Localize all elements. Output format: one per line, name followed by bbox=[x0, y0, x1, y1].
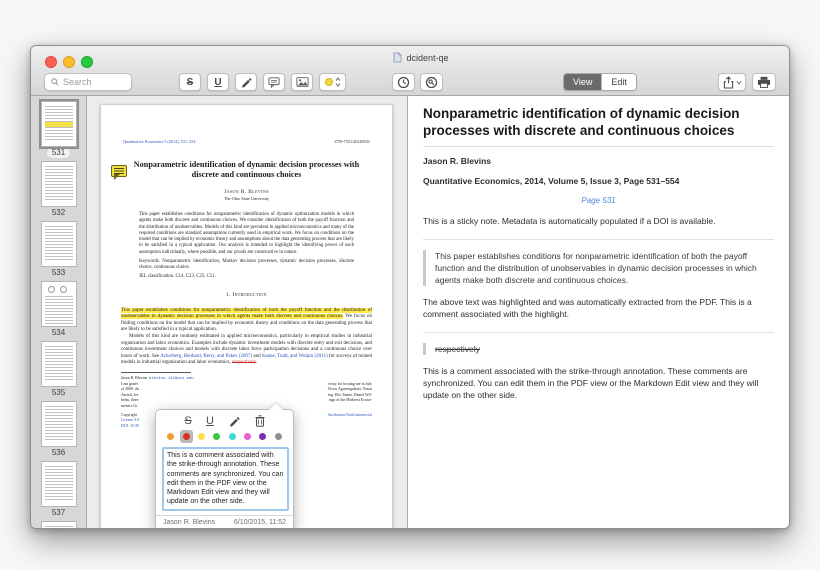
page-thumbnail-534[interactable] bbox=[31, 281, 86, 341]
copyright-line: License 3.0 bbox=[121, 418, 139, 423]
document-proxy-icon bbox=[393, 52, 402, 63]
conjunction: and bbox=[252, 353, 262, 359]
markdown-reference: Quantitative Economics, 2014, Volume 5, Issue 3, Page 531–554 bbox=[423, 176, 680, 186]
color-swatch-orange[interactable] bbox=[164, 430, 177, 443]
annotation-color-picker[interactable] bbox=[319, 73, 346, 91]
window-title bbox=[341, 52, 501, 63]
thumbnail-image[interactable] bbox=[41, 221, 77, 267]
popup-underline-button[interactable]: U bbox=[206, 415, 214, 427]
page-thumbnail-533[interactable] bbox=[31, 221, 86, 281]
page-thumbnail-531[interactable] bbox=[31, 101, 86, 161]
paper-affiliation: The Ohio State University bbox=[223, 196, 270, 201]
thumbnail-image[interactable] bbox=[41, 341, 77, 387]
color-swatch-cyan[interactable] bbox=[226, 430, 239, 443]
page-thumbnail-537[interactable] bbox=[31, 461, 86, 521]
page-number-label: 537 bbox=[51, 508, 66, 517]
page-number-label: 536 bbox=[51, 448, 66, 457]
paper-author: Jason R. Blevins bbox=[224, 189, 269, 195]
email-link[interactable]: blevins.141@osu.edu bbox=[149, 375, 194, 381]
strikethrough-quote bbox=[423, 343, 774, 355]
share-icon bbox=[723, 76, 734, 89]
popup-pen-button[interactable] bbox=[228, 415, 240, 427]
thumbnail-image[interactable] bbox=[41, 281, 77, 327]
markdown-author: Jason R. Blevins bbox=[423, 156, 492, 166]
comment-author: Jason R. Blevins bbox=[163, 519, 216, 526]
page-number-label: 531 bbox=[47, 148, 70, 158]
color-swatch-yellow[interactable] bbox=[195, 430, 208, 443]
paragraph-2-start: Models of this kind are routinely estimated in applied microeconomics, particularly in empirical studies in industrial organization and labor economics. Examples include dynamic investment models with discrete entry and exit decisions, and continuous investment choices and models with discrete labor force participation decisions and a continuous choice over hours of work. See bbox=[121, 334, 372, 359]
page-number-label: 532 bbox=[51, 208, 66, 217]
highlight-quote: This paper establishes conditions for nonparametric identification of both the payoff function and the distribution of unobservables in dynamic decision processes in which agents make both discrete and continuous choices. bbox=[423, 250, 774, 286]
color-swatch-purple[interactable] bbox=[256, 430, 269, 443]
print-button[interactable] bbox=[752, 73, 776, 91]
paper-abstract: This paper establishes conditions for nonparametric identification of dynamic optimization models in which agents make both discrete and continuous choices. We consider identification of both the payoff function and the distribution of unobservables. Models of this kind are prevalent in applied microeconomics and many of the required conditions are standard assumptions currently used in empirical work. We focus on conditions on the model that can be implied by economic theory and assumptions about the data generating process that are likely to be satisfied in a typical application. Our analysis is intended to highlight the identifying power of each assumption individually, where possible, and our proofs are constructive in nature. bbox=[139, 212, 354, 255]
page-number-label: 535 bbox=[51, 388, 66, 397]
sticky-note-text: This is a sticky note. Metadata is automatically populated if a DOI is available. bbox=[423, 216, 716, 226]
footnote-line: helm, three ings of the Midwest Econo- bbox=[121, 398, 372, 403]
markdown-preview-panel[interactable] bbox=[408, 96, 789, 529]
page-number-label: 533 bbox=[51, 268, 66, 277]
paragraph-1 bbox=[121, 308, 372, 334]
popup-delete-button[interactable] bbox=[255, 415, 265, 427]
paragraph-2 bbox=[121, 334, 372, 367]
thumbnail-sidebar[interactable] bbox=[31, 96, 87, 529]
sticky-note-icon[interactable] bbox=[111, 165, 127, 177]
citation-link-2[interactable]: Keane, Todd, and Wolpin (2011) bbox=[261, 353, 328, 359]
color-swatch-row bbox=[156, 429, 293, 444]
section-heading: 1. Introduction bbox=[226, 291, 267, 298]
thumbnail-image[interactable] bbox=[41, 401, 77, 447]
footnote-line: of 2008, du Victor Aguirregabiria, Yaron bbox=[121, 387, 372, 392]
paragraph-1-rest: We focus on finding conditions on the model that can be implied by economic theory and conditions on the data generating process that are likely to be satisfied in a typical application. bbox=[121, 314, 372, 333]
divider bbox=[423, 332, 774, 333]
footnote-separator bbox=[121, 372, 191, 373]
underline-tool-button[interactable] bbox=[207, 73, 229, 91]
thumbnail-image[interactable] bbox=[41, 521, 77, 529]
footnote-contact bbox=[121, 375, 372, 382]
paper-jel: JEL classification. C14, C23, C25, C51. bbox=[139, 273, 216, 279]
annotation-comment-popup[interactable] bbox=[155, 409, 294, 529]
markdown-title: Nonparametric identification of dynamic decision processes with discrete and continuous choices bbox=[423, 105, 774, 147]
chevron-down-icon bbox=[736, 80, 742, 85]
thumbnail-image[interactable] bbox=[41, 461, 77, 507]
color-swatch-red-selected[interactable] bbox=[180, 430, 193, 443]
highlight-pen-button[interactable] bbox=[235, 73, 257, 91]
pen-icon bbox=[240, 76, 252, 88]
journal-reference-link[interactable]: Quantitative Economics 5 (2014), 531–554 bbox=[123, 139, 196, 144]
highlight-comment: The above text was highlighted and was automatically extracted from the PDF. This is a comment associated with the highlight. bbox=[423, 297, 752, 319]
comment-text-input[interactable] bbox=[162, 447, 289, 511]
page-thumbnail-partial[interactable] bbox=[31, 521, 86, 529]
search-placeholder: Search bbox=[63, 77, 92, 87]
minimize-window-button[interactable] bbox=[63, 56, 75, 68]
current-color-swatch bbox=[325, 78, 333, 86]
pen-icon bbox=[228, 415, 240, 427]
titlebar[interactable] bbox=[31, 46, 789, 96]
content-area bbox=[31, 96, 789, 529]
issn-text: 1759-7331/20140531 bbox=[333, 139, 370, 144]
page-number-label: 534 bbox=[51, 328, 66, 337]
comment-timestamp: 6/10/2015, 11:52 bbox=[233, 519, 286, 526]
note-tool-button[interactable] bbox=[263, 73, 285, 91]
color-swatch-gray[interactable] bbox=[272, 430, 285, 443]
footnote-line: Azrieli, Jer ing, Elie Tamer, Daniel Wil- bbox=[121, 392, 372, 397]
strikethrough-tool-button[interactable] bbox=[179, 73, 201, 91]
magnifier-circle-icon bbox=[425, 76, 438, 89]
color-swatch-magenta[interactable] bbox=[241, 430, 254, 443]
window-title-text: dcident-qe bbox=[406, 52, 449, 63]
divider bbox=[423, 239, 774, 240]
share-button[interactable] bbox=[718, 73, 746, 91]
underline-icon: U bbox=[214, 76, 222, 88]
page-thumbnail-535[interactable] bbox=[31, 341, 86, 401]
thumbnail-image[interactable] bbox=[41, 161, 77, 207]
paper-keywords: Keywords. Nonparametric identification, Markov decision processes, dynamic decision processes, discrete choice, continuous choice. bbox=[139, 259, 354, 271]
highlight-annotation[interactable]: This paper establishes conditions for nonparametric identification of both the payoff function and the distribution of unobservables in dynamic decision processes in which agents make both discrete and continuous choices. bbox=[121, 307, 372, 320]
sentence-end: . bbox=[255, 360, 258, 366]
view-tab[interactable]: View bbox=[564, 74, 601, 90]
clock-icon bbox=[397, 76, 410, 89]
paper-title: Nonparametric identification of dynamic decision processes with discrete and continuous choices bbox=[133, 160, 360, 179]
magnify-button[interactable] bbox=[420, 73, 443, 91]
page-thumbnail-532[interactable] bbox=[31, 161, 86, 221]
app-window bbox=[30, 45, 790, 529]
copyright-line: Copyright Attribution-NonCommercial bbox=[121, 412, 372, 417]
popup-strikethrough-button[interactable]: S bbox=[184, 415, 192, 427]
thumbnail-image[interactable] bbox=[41, 101, 77, 147]
page-531-link[interactable]: Page 531 bbox=[581, 196, 616, 205]
paragraph-2-end: for surveys of related models in industrial organization and labor economics, bbox=[121, 353, 372, 366]
citation-link-1[interactable]: Ackerberg, Benkard, Berry, and Pakes (2007) bbox=[160, 353, 252, 359]
zoom-window-button[interactable] bbox=[81, 56, 93, 68]
history-button[interactable] bbox=[392, 73, 415, 91]
struck-word: respectively bbox=[435, 344, 480, 354]
color-swatch-green[interactable] bbox=[210, 430, 223, 443]
close-window-button[interactable] bbox=[45, 56, 57, 68]
strikethrough-comment: This is a comment associated with the strike-through annotation. These comments are synchronized. You can edit them in the PDF view or the Markdown Edit view and they will update on the other side. bbox=[423, 366, 759, 400]
page-thumbnail-536[interactable] bbox=[31, 401, 86, 461]
search-input[interactable] bbox=[44, 73, 132, 91]
strikethrough-icon: S bbox=[186, 76, 194, 88]
footnote-name: Jason R. Blevins: bbox=[121, 376, 150, 381]
copyright-line: DOI: 10.39 bbox=[121, 423, 139, 428]
footnote-line: I am gratef ersity for hosting me in July bbox=[121, 381, 372, 386]
edit-tab[interactable]: Edit bbox=[601, 74, 636, 90]
strikethrough-annotation[interactable]: respectively bbox=[232, 360, 256, 366]
stepper-arrows-icon bbox=[335, 77, 341, 87]
trash-icon bbox=[255, 415, 265, 427]
image-icon bbox=[296, 77, 309, 87]
image-tool-button[interactable] bbox=[291, 73, 313, 91]
printer-icon bbox=[757, 76, 771, 88]
footnote-line: metrics Gr bbox=[121, 403, 138, 408]
pdf-view[interactable] bbox=[87, 96, 408, 529]
view-edit-segmented-control bbox=[563, 73, 637, 91]
speech-bubble-icon bbox=[268, 77, 280, 88]
search-icon bbox=[51, 78, 59, 86]
